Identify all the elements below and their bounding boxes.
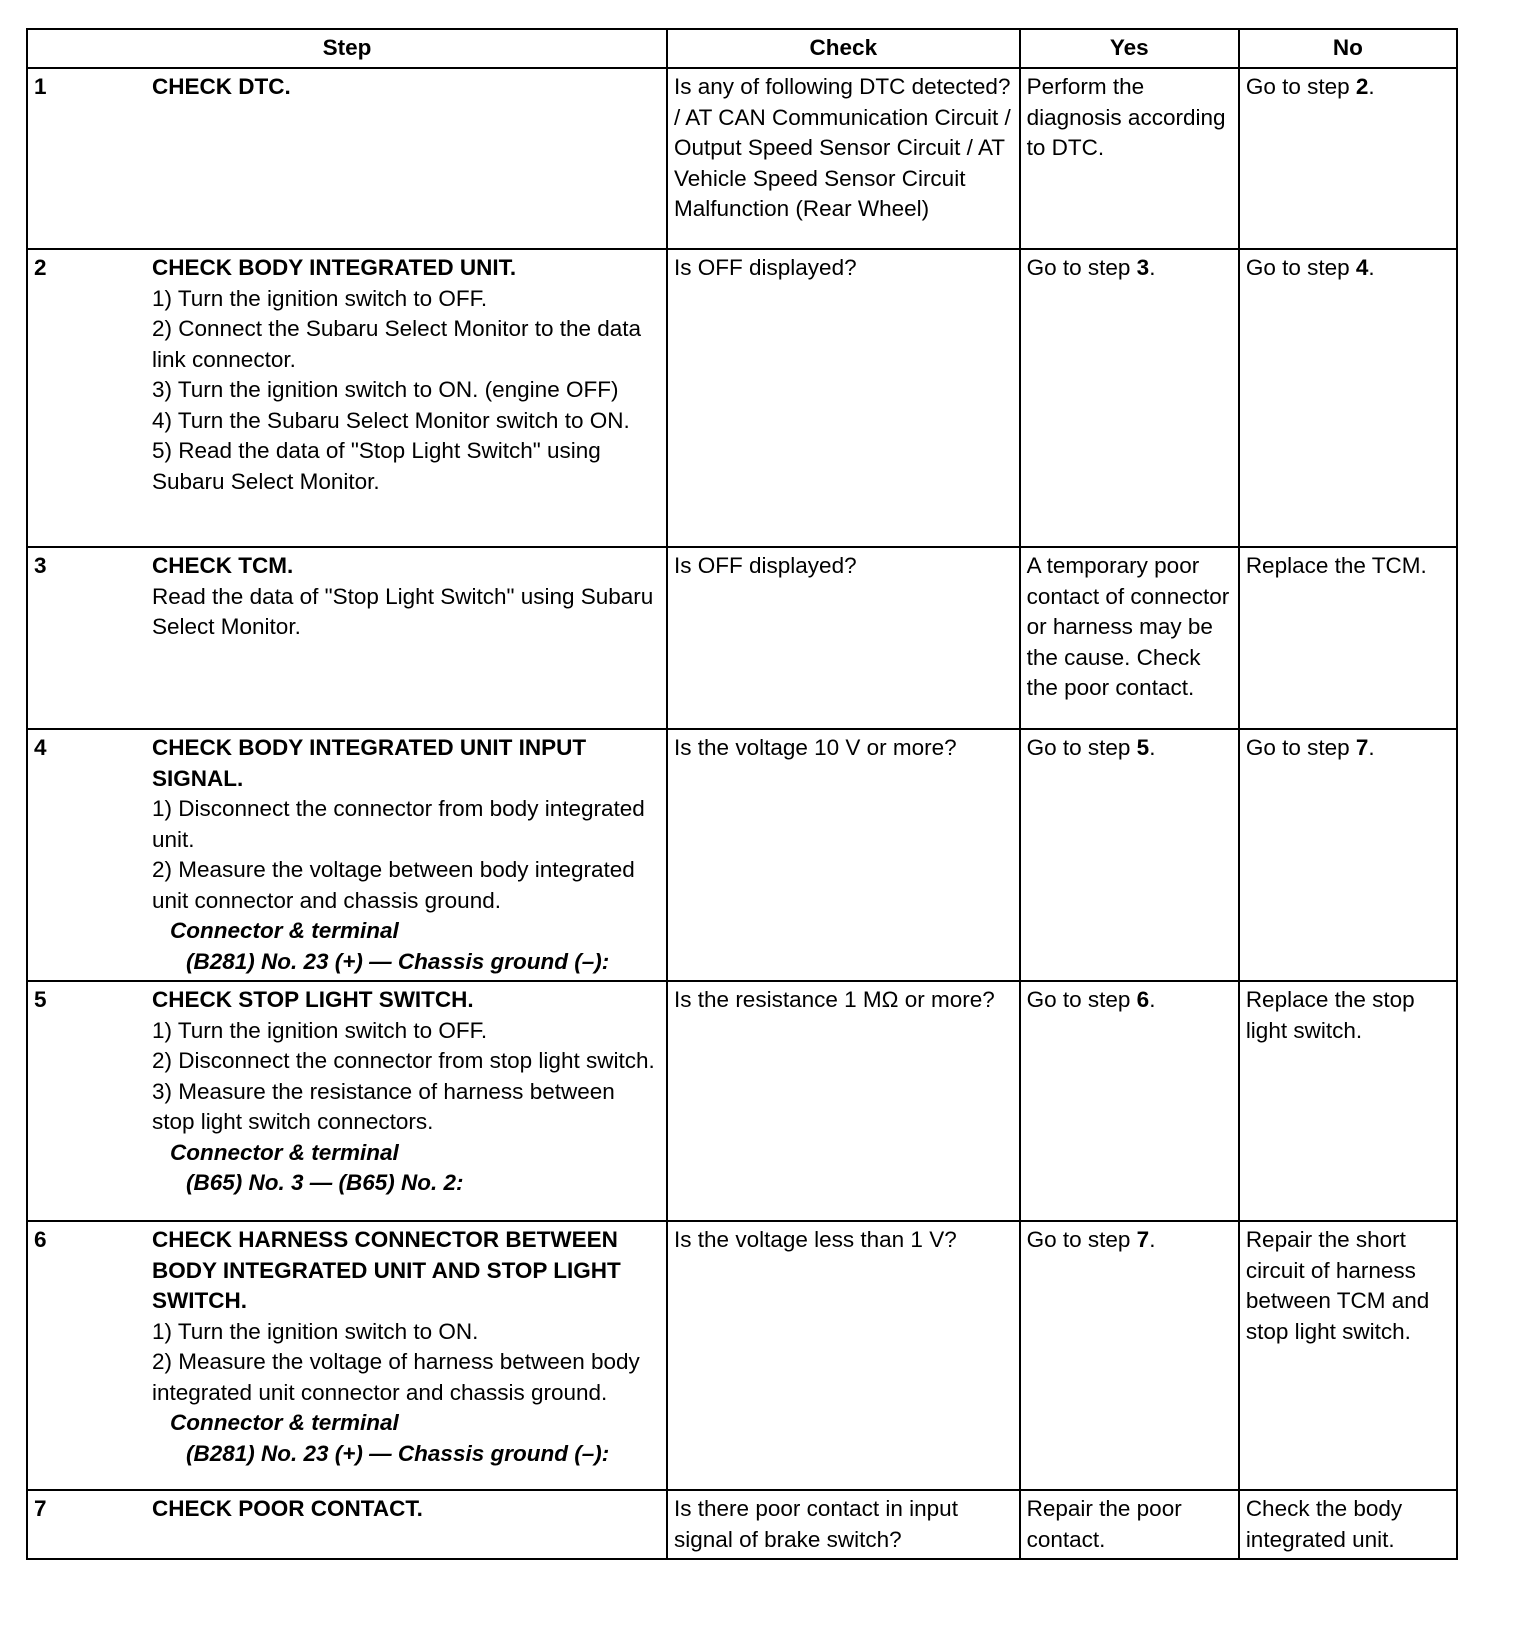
step-body: [152, 253, 661, 497]
goto-step-number: 5: [1136, 735, 1150, 760]
step-number: 4: [34, 735, 47, 760]
goto-prefix: Go to step: [1245, 74, 1356, 99]
step-title: CHECK BODY INTEGRATED UNIT INPUT SIGNAL.: [152, 735, 587, 791]
goto-suffix: .: [1149, 735, 1156, 760]
check-cell: Is the voltage less than 1 V?: [667, 1221, 1020, 1490]
goto-suffix: .: [1368, 735, 1375, 760]
step-instruction: 2) Connect the Subaru Select Monitor to the data link connector.: [152, 316, 642, 372]
table-row: [27, 547, 1457, 729]
step-cell: [27, 729, 667, 981]
step-body: [152, 551, 661, 643]
check-cell: Is OFF displayed?: [667, 547, 1020, 729]
step-instruction: 1) Disconnect the connector from body integrated unit.: [152, 796, 645, 852]
diagnostic-table: [26, 28, 1458, 1560]
no-cell: Repair the short circuit of harness between TCM and stop light switch.: [1239, 1221, 1457, 1490]
goto-step-number: 4: [1355, 255, 1369, 280]
yes-cell: [1020, 981, 1239, 1221]
goto-suffix: .: [1149, 255, 1156, 280]
step-number: 6: [34, 1227, 47, 1252]
no-cell: [1239, 249, 1457, 547]
step-cell: [27, 981, 667, 1221]
step-title: CHECK DTC.: [152, 74, 291, 99]
connector-terminal-label: Connector & terminal: [170, 918, 399, 943]
yes-cell: A temporary poor contact of connector or harness may be the cause. Check the poor contact.: [1020, 547, 1239, 729]
step-cell: [27, 1221, 667, 1490]
table-body: [27, 68, 1457, 1559]
yes-cell: [1020, 729, 1239, 981]
step-title: CHECK TCM.: [152, 553, 294, 578]
no-cell: Replace the stop light switch.: [1239, 981, 1457, 1221]
goto-suffix: .: [1149, 987, 1156, 1012]
goto-step-number: 2: [1355, 74, 1369, 99]
step-instruction: Read the data of "Stop Light Switch" using Subaru Select Monitor.: [152, 583, 654, 639]
goto-prefix: Go to step: [1245, 735, 1356, 760]
no-cell: [1239, 68, 1457, 249]
step-instruction: 1) Turn the ignition switch to ON.: [152, 1318, 479, 1344]
goto-prefix: Go to step: [1026, 1227, 1137, 1252]
yes-cell: Perform the diagnosis according to DTC.: [1020, 68, 1239, 249]
step-number: 7: [34, 1496, 47, 1521]
goto-step-number: 3: [1136, 255, 1150, 280]
step-instruction: 2) Disconnect the connector from stop light switch.: [152, 1048, 655, 1073]
goto-suffix: .: [1149, 1227, 1156, 1252]
step-number: 1: [34, 74, 47, 99]
check-cell: Is OFF displayed?: [667, 249, 1020, 547]
connector-terminal-value: (B281) No. 23 (+) — Chassis ground (–):: [186, 1440, 610, 1466]
step-number: 2: [34, 255, 47, 280]
step-instruction: 3) Turn the ignition switch to ON. (engine OFF): [152, 377, 619, 402]
table-row: [27, 729, 1457, 981]
step-instruction: 2) Measure the voltage of harness between body integrated unit connector and chassis ground.: [152, 1349, 640, 1405]
no-cell: Check the body integrated unit.: [1239, 1490, 1457, 1559]
yes-cell: [1020, 249, 1239, 547]
step-number: 5: [34, 987, 47, 1012]
step-title: CHECK POOR CONTACT.: [152, 1496, 423, 1521]
check-cell: Is any of following DTC detected? / AT CAN Communication Circuit / Output Speed Sensor Circuit / AT Vehicle Speed Sensor Circuit Malfunction (Rear Wheel): [667, 68, 1020, 249]
header-yes: Yes: [1020, 29, 1239, 68]
step-body: [152, 733, 661, 977]
check-cell: Is there poor contact in input signal of brake switch?: [667, 1490, 1020, 1559]
check-cell: Is the voltage 10 V or more?: [667, 729, 1020, 981]
yes-cell: [1020, 1221, 1239, 1490]
step-title: CHECK HARNESS CONNECTOR BETWEEN BODY INTEGRATED UNIT AND STOP LIGHT SWITCH.: [152, 1227, 621, 1313]
step-title: CHECK BODY INTEGRATED UNIT.: [152, 255, 517, 280]
connector-terminal-value: (B281) No. 23 (+) — Chassis ground (–):: [186, 948, 610, 974]
no-cell: Replace the TCM.: [1239, 547, 1457, 729]
step-instruction: 2) Measure the voltage between body integrated unit connector and chassis ground.: [152, 857, 635, 913]
no-cell: [1239, 729, 1457, 981]
table-row: [27, 1221, 1457, 1490]
goto-step-number: 7: [1355, 735, 1369, 760]
step-instruction: 3) Measure the resistance of harness between stop light switch connectors.: [152, 1078, 615, 1134]
step-instruction: 1) Turn the ignition switch to OFF.: [152, 1017, 488, 1043]
header-step: Step: [27, 29, 667, 68]
step-body: [152, 72, 661, 103]
step-instruction: 5) Read the data of "Stop Light Switch" using Subaru Select Monitor.: [152, 438, 601, 494]
goto-prefix: Go to step: [1026, 255, 1137, 280]
step-cell: [27, 1490, 667, 1559]
connector-terminal-label: Connector & terminal: [170, 1139, 399, 1165]
step-title: CHECK STOP LIGHT SWITCH.: [152, 987, 474, 1012]
table-row: [27, 1490, 1457, 1559]
step-instruction: 4) Turn the Subaru Select Monitor switch to ON.: [152, 407, 630, 433]
step-body: [152, 985, 661, 1199]
step-cell: [27, 68, 667, 249]
step-body: [152, 1225, 661, 1469]
goto-suffix: .: [1368, 74, 1375, 99]
step-instruction: 1) Turn the ignition switch to OFF.: [152, 285, 488, 311]
goto-suffix: .: [1368, 255, 1375, 280]
check-cell: Is the resistance 1 MΩ or more?: [667, 981, 1020, 1221]
step-cell: [27, 249, 667, 547]
header-row: [27, 29, 1457, 68]
table-row: [27, 249, 1457, 547]
goto-step-number: 6: [1136, 987, 1150, 1012]
goto-prefix: Go to step: [1026, 987, 1137, 1012]
goto-prefix: Go to step: [1245, 255, 1356, 280]
connector-terminal-label: Connector & terminal: [170, 1410, 399, 1435]
header-check: Check: [667, 29, 1020, 68]
table-row: [27, 981, 1457, 1221]
step-cell: [27, 547, 667, 729]
step-body: [152, 1494, 661, 1525]
step-number: 3: [34, 553, 47, 578]
goto-prefix: Go to step: [1026, 735, 1137, 760]
goto-step-number: 7: [1136, 1227, 1150, 1252]
header-no: No: [1239, 29, 1457, 68]
table-row: [27, 68, 1457, 249]
yes-cell: Repair the poor contact.: [1020, 1490, 1239, 1559]
connector-terminal-value: (B65) No. 3 — (B65) No. 2:: [186, 1170, 464, 1195]
